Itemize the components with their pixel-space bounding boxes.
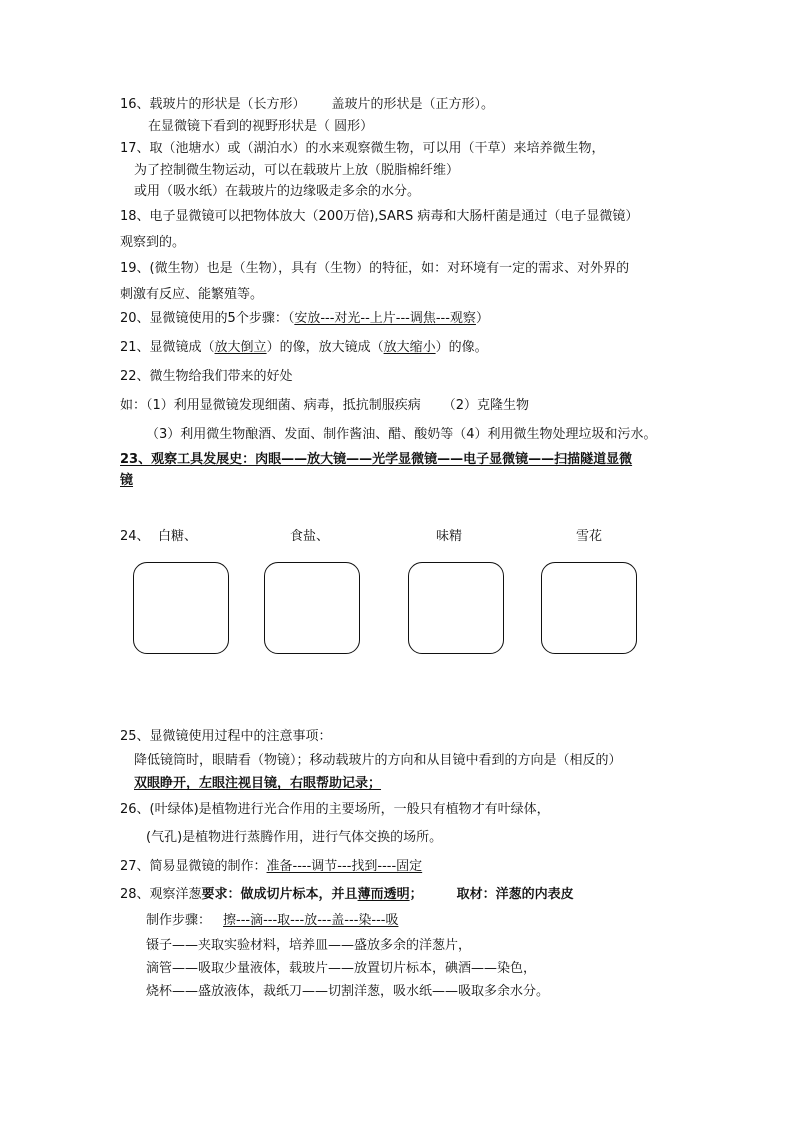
q28-steps-line — [146, 912, 398, 930]
q22-benefit-1: 如：（1）利用显微镜发现细菌、病毒，抵抗制服疾病 — [120, 398, 421, 413]
q28-steps-label: 制作步骤： — [146, 913, 212, 928]
q22-line1 — [120, 397, 529, 415]
q24-item-msg: 味精 — [436, 529, 463, 544]
q28-line3: 镊子——夹取实验材料，培养皿——盛放多余的洋葱片， — [146, 938, 472, 953]
q19-line2: 刺激有反应、能繁殖等。 — [120, 287, 264, 302]
q26-line2: (气孔)是植物进行蒸腾作用，进行气体交换的场所。 — [146, 830, 443, 845]
q28-requirement-underlined: 薄而透明 — [357, 887, 410, 902]
q24-item-sugar: 白糖、 — [158, 529, 198, 544]
q22-benefit-2: （2）克隆生物 — [442, 398, 530, 413]
q25-title: 25、显微镜使用过程中的注意事项： — [120, 729, 332, 744]
q24-item-snow: 雪花 — [576, 529, 603, 544]
q28-prefix: 28、观察洋葱 — [120, 887, 202, 902]
q25-line1: 降低镜筒时，眼睛看（物镜）；移动载玻片的方向和从目镜中看到的方向是（相反的） — [134, 753, 622, 768]
drawing-box-msg — [408, 562, 504, 654]
q20-line — [120, 310, 489, 328]
q20-steps: 安放---对光--上片---调焦---观察 — [294, 311, 476, 326]
q17-line2: 为了控制微生物运动，可以在载玻片上放（脱脂棉纤维） — [134, 163, 460, 178]
drawing-box-snow — [541, 562, 637, 654]
q22-line2: （3）利用微生物酿酒、发面、制作酱油、醋、酸奶等（4）利用微生物处理垃圾和污水。 — [146, 427, 657, 442]
drawing-box-salt — [264, 562, 360, 654]
q16-slide-shape: 16、载玻片的形状是（长方形） — [120, 97, 306, 112]
q28-line1 — [120, 886, 574, 904]
q25-line2: 双眼睁开，左眼注视目镜，右眼帮助记录； — [134, 776, 382, 791]
q27-line — [120, 858, 422, 876]
q17-line1: 17、取（池塘水）或（湖泊水）的水来观察微生物，可以用（干草）来培养微生物， — [120, 141, 605, 156]
q23-line2: 镜 — [120, 473, 134, 488]
q21-answer-magnifier: 放大缩小 — [383, 340, 436, 355]
q28-requirement-end: ； — [409, 887, 423, 902]
q21-answer-microscope: 放大倒立 — [214, 340, 267, 355]
q23-line1: 23、观察工具发展史：肉眼——放大镜——光学显微镜——电子显微镜——扫描隧道显微 — [120, 452, 633, 467]
q20-prefix: 20、显微镜使用的5个步骤：（ — [120, 311, 295, 326]
q28-steps: 擦---滴---取---放---盖---染---吸 — [223, 913, 399, 928]
q16-line1 — [120, 96, 494, 114]
q21-suffix: ）的像。 — [435, 340, 488, 355]
q22-title: 22、微生物给我们带来的好处 — [120, 369, 293, 384]
q26-line1: 26、(叶绿体)是植物进行光合作用的主要场所，一般只有植物才有叶绿体， — [120, 802, 550, 817]
q28-requirement: 要求：做成切片标本，并且 — [201, 887, 358, 902]
q16-line2: 在显微镜下看到的视野形状是（ 圆形） — [148, 119, 374, 134]
q24-number: 24、 — [120, 529, 150, 544]
q27-steps: 准备----调节---找到----固定 — [266, 859, 423, 874]
q19-line1: 19、(微生物）也是（生物），具有（生物）的特征，如：对环境有一定的需求、对外界的 — [120, 261, 630, 276]
q24-item-salt: 食盐、 — [290, 529, 330, 544]
q16-coverslip-shape: 盖玻片的形状是（正方形）。 — [331, 97, 495, 112]
q28-material: 取材：洋葱的内表皮 — [456, 887, 574, 902]
q17-line3: 或用（吸水纸）在载玻片的边缘吸走多余的水分。 — [134, 184, 421, 199]
q21-line — [120, 339, 488, 357]
q28-line5: 烧杯——盛放液体，裁纸刀——切割洋葱，吸水纸——吸取多余水分。 — [146, 984, 550, 999]
q21-prefix: 21、显微镜成（ — [120, 340, 215, 355]
q18-line1: 18、电子显微镜可以把物体放大（200万倍),SARS 病毒和大肠杆菌是通过（电子显微镜） — [120, 209, 639, 224]
drawing-box-sugar — [133, 562, 229, 654]
q27-prefix: 27、简易显微镜的制作： — [120, 859, 267, 874]
q18-line2: 观察到的。 — [120, 235, 186, 250]
q20-suffix: ） — [475, 311, 489, 326]
q21-mid: ）的像，放大镜成（ — [266, 340, 384, 355]
q28-line4: 滴管——吸取少量液体，载玻片——放置切片标本，碘酒——染色， — [146, 961, 537, 976]
